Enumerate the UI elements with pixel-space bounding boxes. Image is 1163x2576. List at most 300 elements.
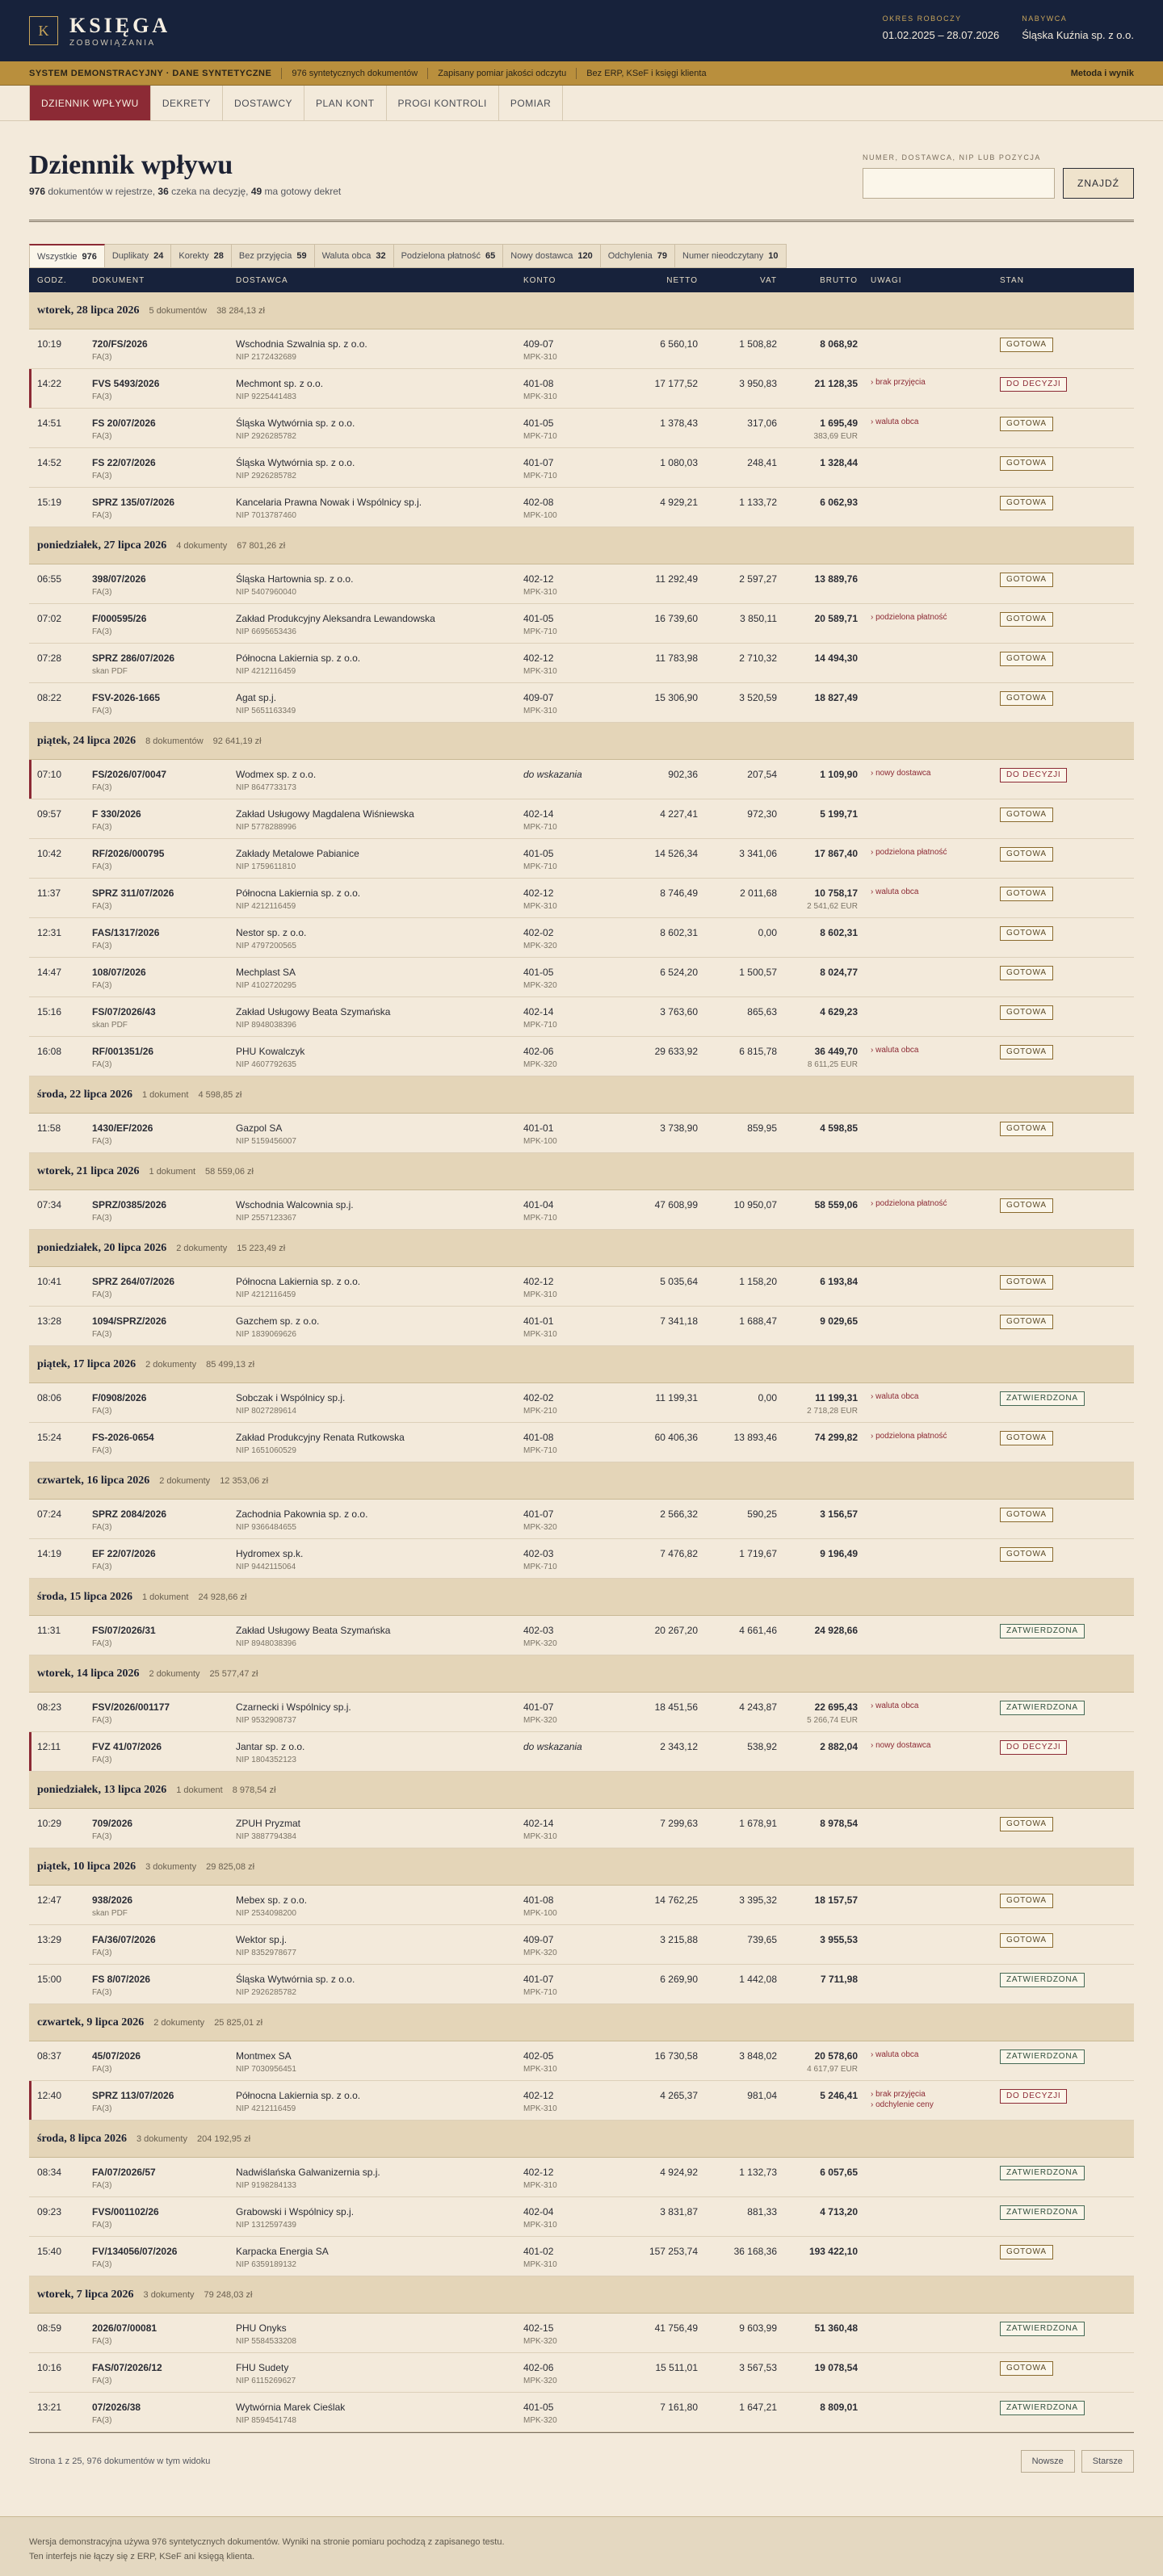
document-type: FA(3)	[92, 2337, 112, 2346]
document-number[interactable]: SPRZ 286/07/2026	[92, 652, 175, 664]
vendor-name[interactable]: Zachodnia Pakownia sp. z o.o.	[236, 1508, 368, 1520]
document-number[interactable]: FVS/001102/26	[92, 2206, 159, 2217]
group-date: poniedziałek, 27 lipca 2026	[37, 539, 167, 552]
status-badge[interactable]: DO DECYZJI	[1000, 377, 1067, 392]
status-badge[interactable]: ZATWIERDZONA	[1000, 2166, 1085, 2180]
older-button[interactable]: Starsze	[1081, 2450, 1134, 2473]
vendor-name[interactable]: PHU Kowalczyk	[236, 1046, 305, 1057]
cell-vendor	[236, 2089, 523, 2115]
cell-time	[29, 966, 92, 979]
time-value: 14:51	[37, 417, 62, 429]
cell-vendor	[236, 808, 523, 833]
cell-vendor	[236, 496, 523, 522]
table-row[interactable]	[29, 2158, 1134, 2197]
cell-net	[619, 338, 698, 350]
vendor-nip: NIP 1839069626	[236, 1330, 296, 1339]
vendor-name[interactable]: Śląska Wytwórnia sp. z o.o.	[236, 417, 355, 429]
time-value: 07:34	[37, 1199, 62, 1210]
net-amount: 14 762,25	[654, 1894, 698, 1906]
cost-center: MPK-320	[523, 2377, 557, 2385]
status-badge[interactable]: GOTOWA	[1000, 2361, 1053, 2376]
date-group-header	[29, 1230, 1134, 1267]
status-badge[interactable]: ZATWIERDZONA	[1000, 2205, 1085, 2220]
cost-center: MPK-320	[523, 1716, 557, 1725]
vendor-name[interactable]: Północna Lakiernia sp. z o.o.	[236, 652, 361, 664]
cell-status	[1000, 417, 1134, 431]
search-input[interactable]	[863, 168, 1055, 199]
cell-status	[1000, 2322, 1134, 2336]
table-row[interactable]	[29, 2197, 1134, 2237]
table-row[interactable]	[29, 1267, 1134, 1307]
table-row[interactable]	[29, 918, 1134, 958]
status-badge[interactable]: GOTOWA	[1000, 1547, 1053, 1562]
account-number: 402-05	[523, 2050, 554, 2062]
table-row[interactable]	[29, 839, 1134, 879]
table-row[interactable]	[29, 683, 1134, 723]
search-row	[863, 168, 1134, 199]
table-row[interactable]	[29, 1307, 1134, 1346]
cell-time	[29, 768, 92, 781]
filter-tab-label: Odchylenia	[607, 251, 653, 261]
table-row[interactable]	[29, 1539, 1134, 1579]
status-badge[interactable]: GOTOWA	[1000, 2245, 1053, 2259]
status-badge[interactable]: GOTOWA	[1000, 926, 1053, 941]
cell-vendor	[236, 573, 523, 598]
cell-account	[523, 573, 619, 598]
vat-amount: 538,92	[747, 1741, 777, 1752]
cost-center: MPK-310	[523, 392, 557, 401]
cell-document	[92, 1431, 236, 1457]
table-row[interactable]	[29, 1616, 1134, 1655]
method-link[interactable]: Metoda i wynik	[1070, 68, 1134, 78]
vendor-name[interactable]: PHU Onyks	[236, 2322, 287, 2334]
time-value: 08:37	[37, 2050, 62, 2062]
table-row[interactable]	[29, 488, 1134, 527]
document-type: FA(3)	[92, 1407, 112, 1416]
status-badge[interactable]: ZATWIERDZONA	[1000, 2049, 1085, 2064]
filter-tab-label: Waluta obca	[321, 251, 372, 261]
table-row[interactable]	[29, 564, 1134, 604]
vendor-name[interactable]: Śląska Wytwórnia sp. z o.o.	[236, 457, 355, 468]
cell-gross	[777, 1275, 858, 1288]
vendor-name[interactable]: Mechplast SA	[236, 967, 296, 978]
search-button[interactable]: ZNAJDŹ	[1063, 168, 1134, 199]
time-value: 11:58	[37, 1122, 61, 1134]
table-row[interactable]	[29, 1809, 1134, 1848]
document-number[interactable]: FS/07/2026/43	[92, 1006, 156, 1017]
cell-gross	[777, 1045, 858, 1071]
nav-entries[interactable]: DEKRETY	[151, 86, 223, 120]
table-row[interactable]	[29, 2353, 1134, 2393]
filter-tab[interactable]	[503, 244, 600, 268]
status-badge[interactable]: GOTOWA	[1000, 417, 1053, 431]
document-number[interactable]: FVS 5493/2026	[92, 378, 160, 389]
net-amount: 4 929,21	[660, 497, 698, 508]
table-row[interactable]	[29, 1886, 1134, 1925]
cell-account	[523, 1701, 619, 1726]
nav-chart-of-accounts[interactable]: PLAN KONT	[304, 86, 387, 120]
status-badge[interactable]: GOTOWA	[1000, 1005, 1053, 1020]
cell-vat	[698, 1624, 777, 1637]
vendor-name[interactable]: Zakład Usługowy Magdalena Wiśniewska	[236, 808, 414, 820]
document-number[interactable]: 07/2026/38	[92, 2402, 141, 2413]
status-badge[interactable]: ZATWIERDZONA	[1000, 2322, 1085, 2336]
document-number[interactable]: 720/FS/2026	[92, 338, 148, 350]
document-number[interactable]: 108/07/2026	[92, 967, 146, 978]
document-number[interactable]: 709/2026	[92, 1818, 133, 1829]
vendor-name[interactable]: Zakłady Metalowe Pabianice	[236, 848, 359, 859]
cell-document	[92, 926, 236, 952]
document-number[interactable]: FA/07/2026/57	[92, 2167, 156, 2178]
cell-time	[29, 2401, 92, 2414]
cell-vendor	[236, 456, 523, 482]
vendor-name[interactable]: Mechmont sp. z o.o.	[236, 378, 324, 389]
document-number[interactable]: FSV/2026/001177	[92, 1701, 170, 1713]
vendor-name[interactable]: Zakład Usługowy Beata Szymańska	[236, 1625, 391, 1636]
cell-vat	[698, 2322, 777, 2335]
summary-count-ready: 49	[250, 186, 262, 197]
newer-button[interactable]: Nowsze	[1021, 2450, 1075, 2473]
table-row[interactable]	[29, 1114, 1134, 1153]
vendor-name[interactable]: Północna Lakiernia sp. z o.o.	[236, 887, 361, 899]
net-amount: 11 199,31	[655, 1392, 698, 1403]
table-row[interactable]	[29, 329, 1134, 369]
col-time[interactable]: GODZ.	[37, 275, 67, 285]
filter-tab[interactable]	[232, 244, 315, 268]
vendor-name[interactable]: Nestor sp. z o.o.	[236, 927, 307, 938]
table-row[interactable]	[29, 1925, 1134, 1965]
note-flag: › waluta obca	[871, 1391, 1000, 1402]
group-sum: 25 825,01 zł	[214, 2017, 263, 2028]
vendor-name[interactable]: Sobczak i Wspólnicy sp.j.	[236, 1392, 346, 1403]
vat-amount: 2 710,32	[739, 652, 777, 664]
col-vat[interactable]: VAT	[760, 275, 777, 285]
vendor-name[interactable]: Nadwiślańska Galwanizernia sp.j.	[236, 2167, 380, 2178]
status-badge[interactable]: GOTOWA	[1000, 338, 1053, 352]
table-row[interactable]	[29, 448, 1134, 488]
filter-tab[interactable]	[315, 244, 394, 268]
status-badge[interactable]: GOTOWA	[1000, 1431, 1053, 1445]
status-badge[interactable]: ZATWIERDZONA	[1000, 1624, 1085, 1638]
filter-tab[interactable]	[675, 244, 787, 268]
vat-amount: 1 678,91	[739, 1818, 777, 1829]
net-amount: 4 227,41	[660, 808, 698, 820]
col-account[interactable]: KONTO	[523, 275, 556, 285]
cell-gross	[777, 377, 858, 390]
status-badge[interactable]: GOTOWA	[1000, 612, 1053, 627]
status-badge[interactable]: GOTOWA	[1000, 1122, 1053, 1136]
time-value: 09:57	[37, 808, 62, 820]
document-number[interactable]: 938/2026	[92, 1894, 133, 1906]
document-number[interactable]: FS 20/07/2026	[92, 417, 156, 429]
vat-amount: 207,54	[747, 769, 777, 780]
group-count: 3 dokumenty	[143, 2289, 195, 2300]
vendor-name[interactable]: Północna Lakiernia sp. z o.o.	[236, 1276, 361, 1287]
document-number[interactable]: 45/07/2026	[92, 2050, 141, 2062]
status-badge[interactable]: GOTOWA	[1000, 1817, 1053, 1831]
vendor-name[interactable]: Jantar sp. z o.o.	[236, 1741, 305, 1752]
vat-amount: 0,00	[758, 927, 777, 938]
vendor-name[interactable]: Wschodnia Szwalnia sp. z o.o.	[236, 338, 367, 350]
status-badge[interactable]: DO DECYZJI	[1000, 2089, 1067, 2104]
vendor-name[interactable]: Północna Lakiernia sp. z o.o.	[236, 2090, 361, 2101]
document-number[interactable]: F/000595/26	[92, 613, 147, 624]
col-gross[interactable]: BRUTTO	[820, 275, 858, 285]
cell-status	[1000, 456, 1134, 471]
table-row[interactable]	[29, 369, 1134, 409]
status-badge[interactable]: GOTOWA	[1000, 456, 1053, 471]
group-date: środa, 15 lipca 2026	[37, 1590, 132, 1603]
status-badge[interactable]: GOTOWA	[1000, 691, 1053, 706]
time-value: 07:10	[37, 769, 62, 780]
vendor-name[interactable]: Zakład Produkcyjny Renata Rutkowska	[236, 1432, 405, 1443]
document-type: FA(3)	[92, 942, 112, 950]
vendor-nip: NIP 4212116459	[236, 1290, 296, 1299]
vendor-name[interactable]: Czarnecki i Wspólnicy sp.j.	[236, 1701, 351, 1713]
status-badge[interactable]: GOTOWA	[1000, 808, 1053, 822]
table-row[interactable]	[29, 1693, 1134, 1732]
document-number[interactable]: FS-2026-0654	[92, 1432, 154, 1443]
col-vendor[interactable]: DOSTAWCA	[236, 275, 288, 285]
vendor-name[interactable]: Wytwórnia Marek Cieślak	[236, 2402, 346, 2413]
table-row[interactable]	[29, 1037, 1134, 1076]
vendor-name[interactable]: Gazchem sp. z o.o.	[236, 1315, 320, 1327]
table-row[interactable]	[29, 760, 1134, 799]
document-number[interactable]: FAS/07/2026/12	[92, 2362, 162, 2373]
document-number[interactable]: F/0908/2026	[92, 1392, 147, 1403]
cell-document	[92, 768, 236, 794]
status-badge[interactable]: ZATWIERDZONA	[1000, 1973, 1085, 1987]
cell-vat	[698, 377, 777, 390]
filter-tab-label: Wszystkie	[37, 251, 78, 262]
cell-vat	[698, 887, 777, 900]
document-type: skan PDF	[92, 1909, 128, 1918]
col-document[interactable]: DOKUMENT	[92, 275, 145, 285]
col-notes: UWAGI	[871, 275, 902, 285]
document-number[interactable]: 1430/EF/2026	[92, 1122, 153, 1134]
vendor-name[interactable]: Karpacka Energia SA	[236, 2246, 329, 2257]
document-number[interactable]: RF/001351/26	[92, 1046, 154, 1057]
vendor-nip: NIP 6695653436	[236, 627, 296, 636]
status-badge[interactable]: GOTOWA	[1000, 496, 1053, 510]
document-number[interactable]: SPRZ 264/07/2026	[92, 1276, 175, 1287]
filter-tab[interactable]	[171, 244, 232, 268]
cell-notes	[858, 768, 1000, 778]
table-row[interactable]	[29, 799, 1134, 839]
status-badge[interactable]: GOTOWA	[1000, 847, 1053, 862]
filter-tab-label: Nowy dostawca	[510, 251, 573, 261]
cell-gross	[777, 1933, 858, 1946]
vendor-name[interactable]: ZPUH Pryzmat	[236, 1818, 301, 1829]
table-row[interactable]	[29, 2393, 1134, 2432]
foreign-amount: 2 541,62 EUR	[807, 902, 858, 911]
status-badge[interactable]: GOTOWA	[1000, 652, 1053, 666]
time-value: 08:23	[37, 1701, 62, 1713]
status-badge[interactable]: GOTOWA	[1000, 1315, 1053, 1329]
status-badge[interactable]: GOTOWA	[1000, 966, 1053, 980]
account-number: 402-06	[523, 1046, 554, 1057]
document-number[interactable]: FS/07/2026/31	[92, 1625, 156, 1636]
status-badge[interactable]: ZATWIERDZONA	[1000, 1391, 1085, 1406]
page-footer	[0, 2516, 1163, 2576]
status-badge[interactable]: ZATWIERDZONA	[1000, 1701, 1085, 1715]
status-badge[interactable]: GOTOWA	[1000, 1198, 1053, 1213]
vendor-name[interactable]: Kancelaria Prawna Nowak i Wspólnicy sp.j.	[236, 497, 422, 508]
cell-document	[92, 377, 236, 403]
vendor-name[interactable]: Gazpol SA	[236, 1122, 283, 1134]
table-row[interactable]	[29, 2041, 1134, 2081]
table-row[interactable]	[29, 1190, 1134, 1230]
vat-amount: 981,04	[747, 2090, 777, 2101]
nav-control-thresholds[interactable]: PROGI KONTROLI	[387, 86, 499, 120]
filter-tab[interactable]	[601, 244, 675, 268]
cost-center: MPK-210	[523, 1407, 557, 1416]
cell-net	[619, 1391, 698, 1404]
vendor-name[interactable]: Zakład Produkcyjny Aleksandra Lewandowska	[236, 613, 435, 624]
vendor-name[interactable]: Śląska Wytwórnia sp. z o.o.	[236, 1974, 355, 1985]
vendor-name[interactable]: Grabowski i Wspólnicy sp.j.	[236, 2206, 355, 2217]
vendor-name[interactable]: Wschodnia Walcownia sp.j.	[236, 1199, 354, 1210]
status-badge[interactable]: DO DECYZJI	[1000, 1740, 1067, 1755]
filter-tab-count: 65	[485, 251, 496, 261]
date-group-header	[29, 1772, 1134, 1809]
document-number[interactable]: 2026/07/00081	[92, 2322, 157, 2334]
net-amount: 1 080,03	[660, 457, 698, 468]
note-flag: › podzielona płatność	[871, 1431, 1000, 1441]
cell-time	[29, 847, 92, 860]
status-badge[interactable]: DO DECYZJI	[1000, 768, 1067, 782]
cell-vendor	[236, 847, 523, 873]
table-row[interactable]	[29, 1500, 1134, 1539]
cell-gross	[777, 456, 858, 469]
cell-time	[29, 691, 92, 704]
status-badge[interactable]: GOTOWA	[1000, 1508, 1053, 1522]
cell-account	[523, 652, 619, 678]
cell-status	[1000, 691, 1134, 706]
table-header	[29, 268, 1134, 292]
table-row[interactable]	[29, 2081, 1134, 2121]
document-number[interactable]: FAS/1317/2026	[92, 927, 160, 938]
document-number[interactable]: 398/07/2026	[92, 573, 146, 585]
filter-tab[interactable]	[394, 244, 504, 268]
page-title: Dziennik wpływu	[29, 150, 233, 180]
filter-tab[interactable]	[105, 244, 172, 268]
vendor-name[interactable]: Wektor sp.j.	[236, 1934, 288, 1945]
net-amount: 16 730,58	[654, 2050, 698, 2062]
status-badge[interactable]: GOTOWA	[1000, 1933, 1053, 1948]
document-type: FA(3)	[92, 1214, 112, 1223]
vendor-name[interactable]: Zakład Usługowy Beata Szymańska	[236, 1006, 391, 1017]
vendor-name[interactable]: Wodmex sp. z o.o.	[236, 769, 317, 780]
group-sum: 12 353,06 zł	[220, 1475, 269, 1486]
cell-time	[29, 338, 92, 350]
account-number: 402-02	[523, 1392, 554, 1403]
cell-status	[1000, 1894, 1134, 1908]
cell-account	[523, 1973, 619, 1999]
cell-gross	[777, 417, 858, 443]
summary-text: ma gotowy dekret	[262, 186, 342, 197]
table-row[interactable]	[29, 1965, 1134, 2004]
table-row[interactable]	[29, 409, 1134, 448]
cell-status	[1000, 2049, 1134, 2064]
vendor-name[interactable]: Mebex sp. z o.o.	[236, 1894, 308, 1906]
date-group-header	[29, 1076, 1134, 1114]
nav-measurement[interactable]: POMIAR	[499, 86, 563, 120]
vat-amount: 739,65	[747, 1934, 777, 1945]
vat-amount: 317,06	[747, 417, 777, 429]
table-row[interactable]	[29, 1423, 1134, 1462]
filter-tab[interactable]	[29, 244, 105, 268]
document-number[interactable]: FS 8/07/2026	[92, 1974, 151, 1985]
cell-gross	[777, 2049, 858, 2075]
vendor-name[interactable]: Hydromex sp.k.	[236, 1548, 304, 1559]
document-number[interactable]: FVZ 41/07/2026	[92, 1741, 162, 1752]
vendor-name[interactable]: Montmex SA	[236, 2050, 292, 2062]
cell-net	[619, 1005, 698, 1018]
document-number[interactable]: EF 22/07/2026	[92, 1548, 156, 1559]
document-number[interactable]: FS/2026/07/0047	[92, 769, 167, 780]
col-status[interactable]: STAN	[1000, 275, 1024, 285]
document-type: FA(3)	[92, 981, 112, 990]
document-number[interactable]: SPRZ/0385/2026	[92, 1199, 167, 1210]
status-badge[interactable]: ZATWIERDZONA	[1000, 2401, 1085, 2415]
time-value: 13:29	[37, 1934, 62, 1945]
table-row[interactable]	[29, 1383, 1134, 1423]
cell-document	[92, 2361, 236, 2387]
document-number[interactable]: FA/36/07/2026	[92, 1934, 156, 1945]
nav-vendors[interactable]: DOSTAWCY	[223, 86, 304, 120]
status-badge[interactable]: GOTOWA	[1000, 887, 1053, 901]
document-number[interactable]: FS 22/07/2026	[92, 457, 156, 468]
status-badge[interactable]: GOTOWA	[1000, 1045, 1053, 1059]
status-badge[interactable]: GOTOWA	[1000, 1894, 1053, 1908]
document-number[interactable]: SPRZ 311/07/2026	[92, 887, 174, 899]
vendor-name[interactable]: Śląska Hartownia sp. z o.o.	[236, 573, 354, 585]
vendor-name[interactable]: FHU Sudety	[236, 2362, 289, 2373]
document-number[interactable]: SPRZ 2084/2026	[92, 1508, 167, 1520]
document-number[interactable]: 1094/SPRZ/2026	[92, 1315, 167, 1327]
group-date: piątek, 17 lipca 2026	[37, 1357, 136, 1370]
table-row[interactable]	[29, 879, 1134, 918]
document-number[interactable]: FSV-2026-1665	[92, 692, 161, 703]
table-row[interactable]	[29, 604, 1134, 644]
cell-vat	[698, 1275, 777, 1288]
status-badge[interactable]: GOTOWA	[1000, 573, 1053, 587]
table-row[interactable]	[29, 1732, 1134, 1772]
account-number: 401-02	[523, 2246, 554, 2257]
status-badge[interactable]: GOTOWA	[1000, 1275, 1053, 1290]
table-row[interactable]	[29, 2237, 1134, 2276]
document-number[interactable]: FV/134056/07/2026	[92, 2246, 178, 2257]
document-type: FA(3)	[92, 1137, 112, 1146]
vendor-nip: NIP 7030956451	[236, 2065, 296, 2074]
brand	[69, 15, 170, 48]
document-number[interactable]: SPRZ 135/07/2026	[92, 497, 175, 508]
table-row[interactable]	[29, 958, 1134, 997]
table-row[interactable]	[29, 2314, 1134, 2353]
vendor-name[interactable]: Agat sp.j.	[236, 692, 277, 703]
col-net[interactable]: NETTO	[666, 275, 698, 285]
table-row[interactable]	[29, 997, 1134, 1037]
document-number[interactable]: F 330/2026	[92, 808, 141, 820]
cell-gross	[777, 2089, 858, 2102]
nav-journal[interactable]: DZIENNIK WPŁYWU	[29, 86, 151, 120]
cell-vendor	[236, 1198, 523, 1224]
table-row[interactable]	[29, 644, 1134, 683]
document-number[interactable]: SPRZ 113/07/2026	[92, 2090, 174, 2101]
group-sum: 25 577,47 zł	[209, 1668, 258, 1679]
document-number[interactable]: RF/2026/000795	[92, 848, 165, 859]
